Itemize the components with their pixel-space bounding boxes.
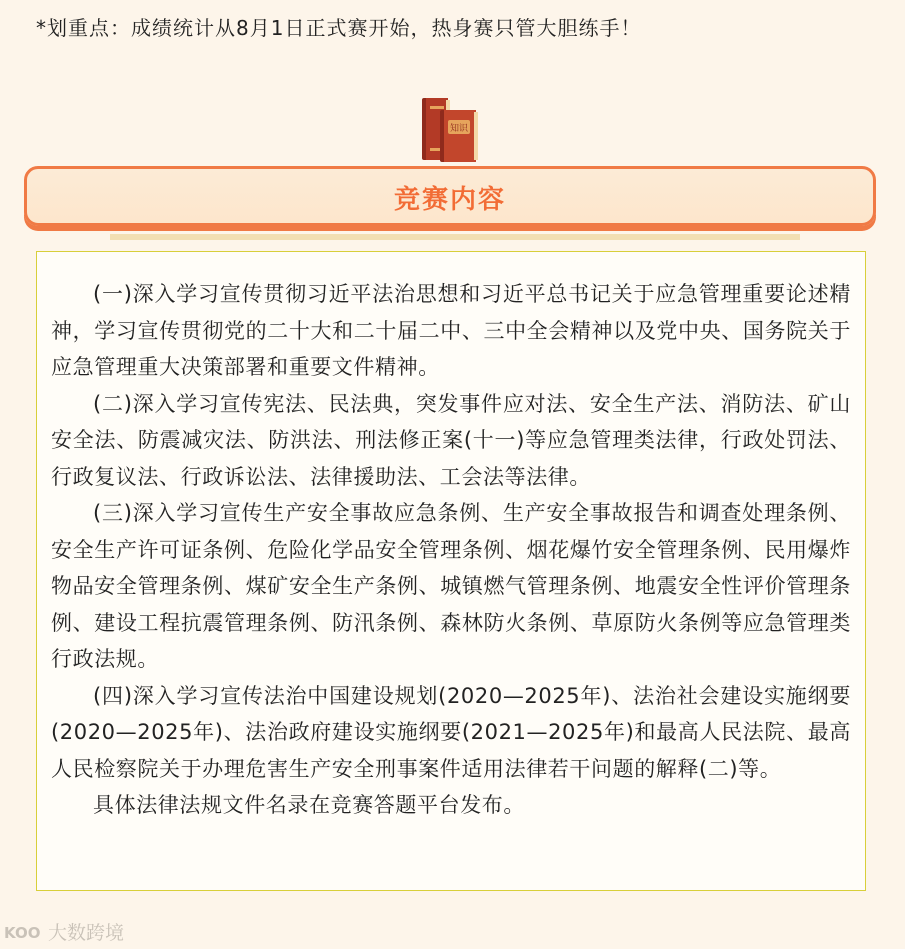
paragraph-1: (一)深入学习宣传贯彻习近平法治思想和习近平总书记关于应急管理重要论述精神，学习宣传贯彻党的二十大和二十届二中、三中全会精神以及党中央、国务院关于应急管理重大决策部署和重要文件精神。	[51, 282, 851, 379]
paragraph-5: 具体法律法规文件名录在竞赛答题平台发布。	[93, 793, 525, 817]
books-icon	[418, 96, 484, 164]
svg-text:KOO: KOO	[4, 923, 41, 942]
watermark-text: 大数跨境	[48, 922, 125, 944]
content-box	[36, 251, 866, 891]
highlight-note: *划重点：成绩统计从8月1日正式赛开始，热身赛只管大胆练手！	[36, 16, 642, 40]
section-banner	[24, 166, 876, 226]
paragraph-4: (四)深入学习宣传法治中国建设规划(2020—2025年)、法治社会建设实施纲要(2020—2025年)、法治政府建设实施纲要(2021—2025年)和最高人民法院、最高人民检察院关于办理危害生产安全刑事案件适用法律若干问题的解释(二)等。	[51, 683, 851, 781]
watermark	[4, 918, 124, 945]
svg-text:知识: 知识	[449, 124, 469, 134]
title-underline	[110, 234, 800, 240]
paragraph-2: (二)深入学习宣传宪法、民法典，突发事件应对法、安全生产法、消防法、矿山安全法、防震减灾法、防洪法、刑法修正案(十一)等应急管理类法律，行政处罚法、行政复议法、行政诉讼法、法律援助法、工会法等法律。	[51, 391, 851, 489]
content-text	[51, 276, 851, 824]
paragraph-3: (三)深入学习宣传生产安全事故应急条例、生产安全事故报告和调查处理条例、安全生产许可证条例、危险化学品安全管理条例、烟花爆竹安全管理条例、民用爆炸物品安全管理条例、煤矿安全生产条例、城镇燃气管理条例、地震安全性评价管理条例、建设工程抗震管理条例、防汛条例、森林防火条例、草原防火条例等应急管理类行政法规。	[51, 501, 851, 671]
watermark-logo-icon	[4, 921, 44, 943]
section-title: 竞赛内容	[393, 185, 506, 215]
